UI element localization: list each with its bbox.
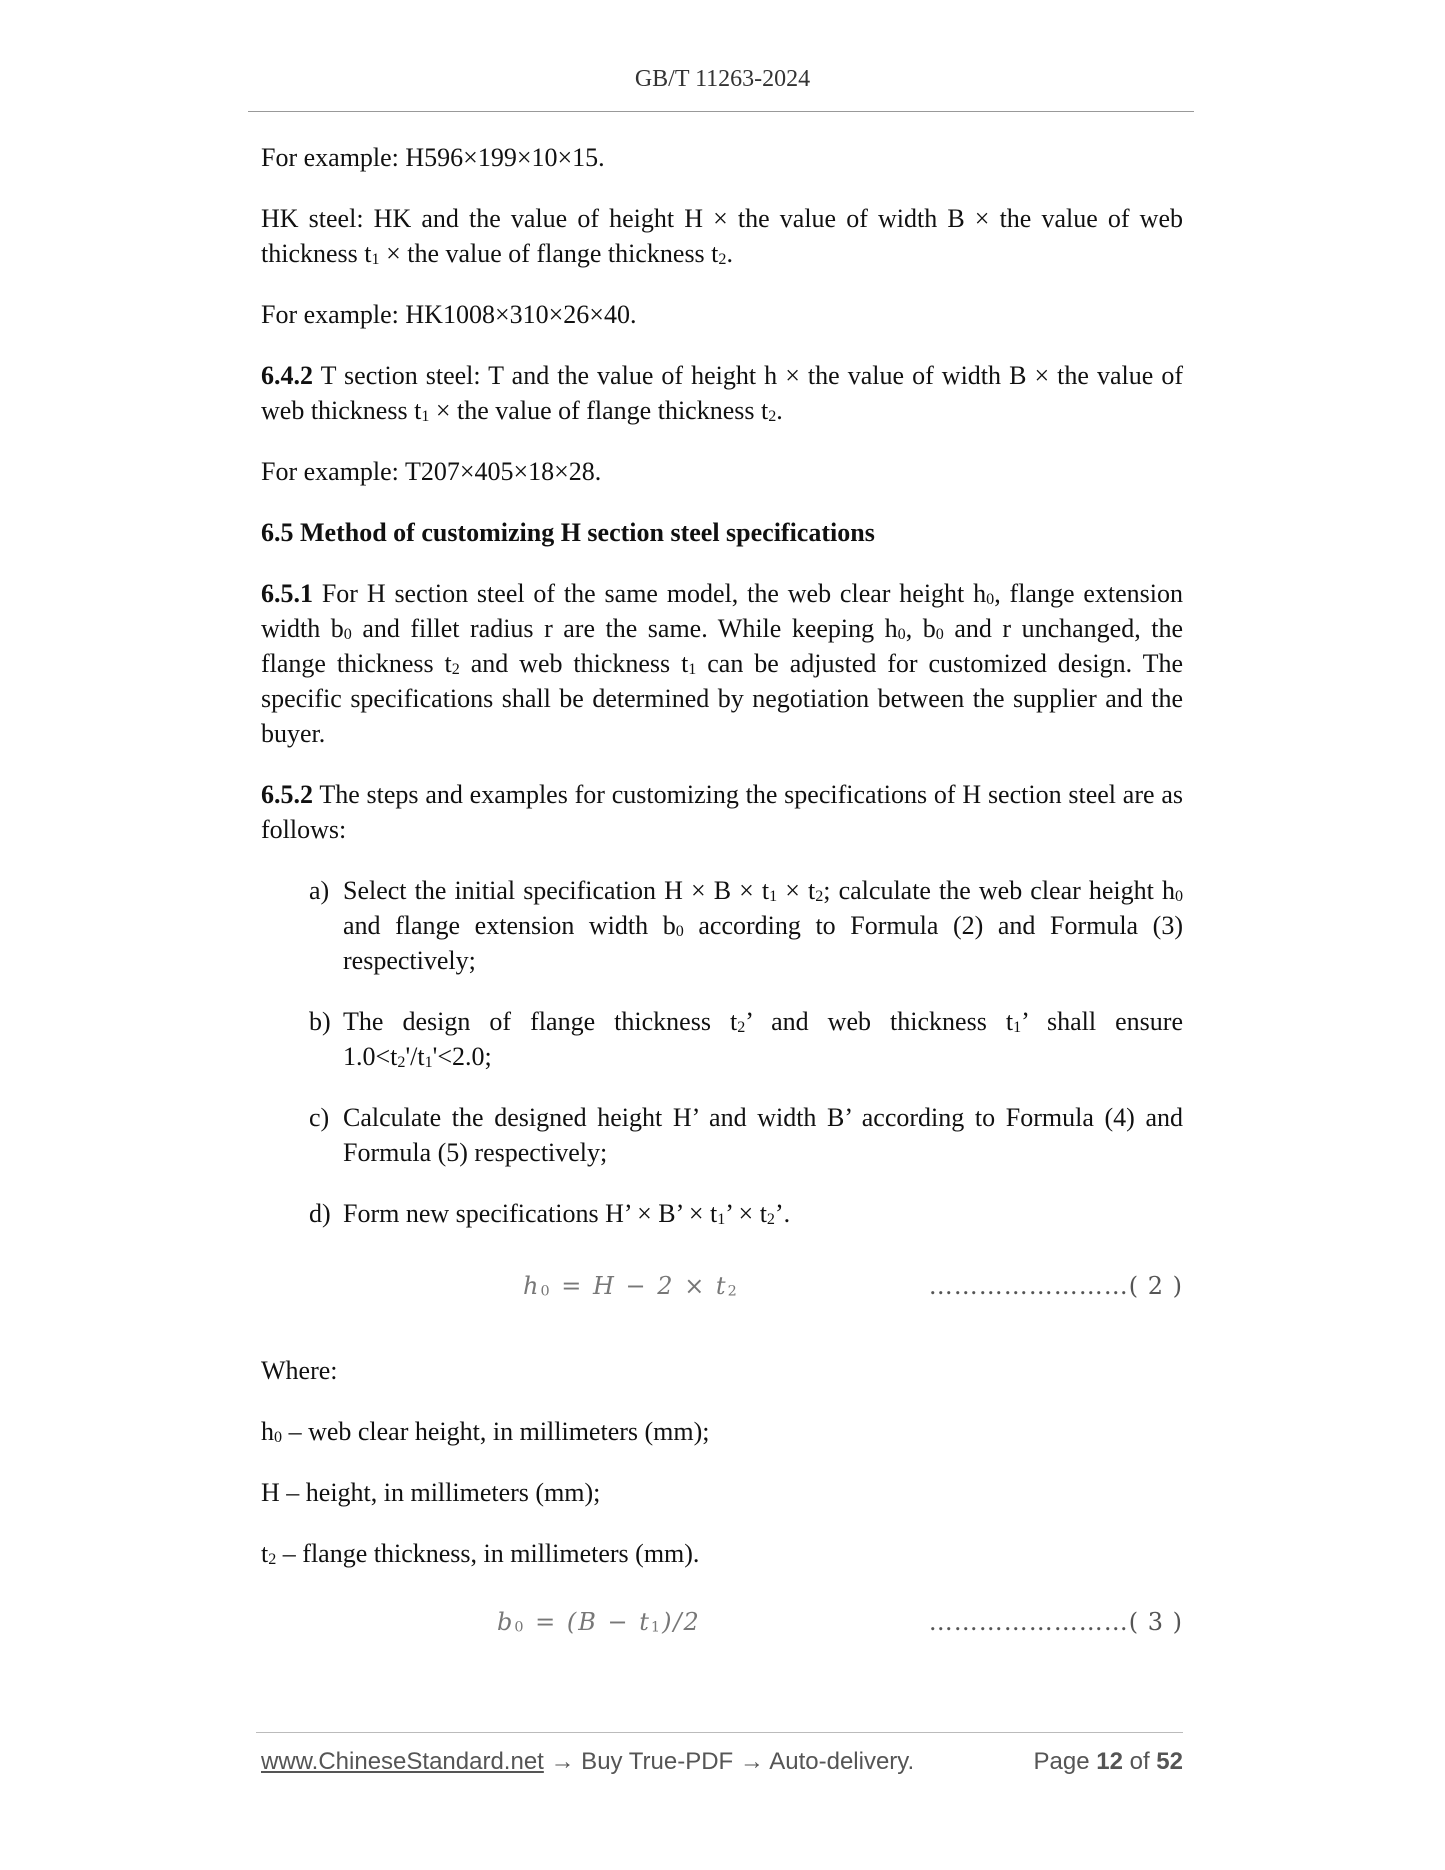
list-item-c: c) Calculate the designed height H’ and width B’ according to Formula (4) and Formula (5) respectively; bbox=[309, 1103, 1183, 1167]
hk-steel-paragraph: HK steel: HK and the value of height H × the value of width B × the value of web thickness $t_1$ × the value of flange thickness $t_2$. bbox=[261, 204, 1183, 268]
header-divider bbox=[248, 111, 1194, 112]
example-t-paragraph: For example: T207×405×18×28. bbox=[261, 457, 602, 486]
page-header-title: GB/T 11263-2024 bbox=[634, 66, 811, 92]
formula-2-number: ……………………( 2 ) bbox=[928, 1272, 1183, 1300]
formula-3-number: ……………………( 3 ) bbox=[928, 1608, 1183, 1636]
example-h-paragraph: For example: H596×199×10×15. bbox=[261, 143, 605, 172]
footer-tagline: → Buy True-PDF → Auto-delivery. bbox=[543, 1748, 915, 1775]
page-number: 12 bbox=[1096, 1748, 1123, 1775]
where-H: H – height, in millimeters (mm); bbox=[261, 1478, 601, 1507]
chinesestandard-link[interactable]: www.ChineseStandard.net bbox=[261, 1748, 544, 1775]
page-total: 52 bbox=[1156, 1748, 1183, 1775]
formula-2 bbox=[261, 1265, 1183, 1305]
formula-3 bbox=[261, 1601, 1183, 1641]
section-6-5-2: 6.5.2 The steps and examples for customizing the specifications of H section steel are as follows: bbox=[261, 780, 1183, 844]
steps-list bbox=[309, 873, 1183, 1231]
where-h0: $h_0$ – web clear height, in millimeters (mm); bbox=[261, 1417, 710, 1446]
document-body bbox=[261, 140, 1183, 1689]
example-hk-paragraph: For example: HK1008×310×26×40. bbox=[261, 300, 637, 329]
list-item-b: b) The design of flange thickness $t_2$’ and web thickness $t_1$’ shall ensure $1.0<t_2'/t_1'<2.0$; bbox=[309, 1007, 1183, 1071]
list-item-a: a) Select the initial specification $H \times B \times t_1 \times t_2$; calculate the web clear height $h_0$ and flange extension width $b_0$ according to Formula (2) and Formula (3) respectively; bbox=[309, 876, 1184, 975]
footer-divider bbox=[256, 1732, 1183, 1733]
page-indicator: Page 12 of 52 bbox=[1033, 1748, 1183, 1775]
list-item-d: d) Form new specifications H’ × B’ × $t_1$’ × $t_2$’. bbox=[309, 1199, 791, 1228]
where-label: Where: bbox=[261, 1356, 338, 1385]
section-6-5-heading: 6.5 Method of customizing H section steel specifications bbox=[261, 518, 875, 547]
section-6-4-2: 6.4.2 T section steel: T and the value of height h × the value of width B × the value of web thickness $t_1$ × the value of flange thickness $t_2$. bbox=[261, 361, 1183, 425]
formula-2-expression: $h_0 = H - 2 \times t_2$ bbox=[523, 1272, 739, 1300]
page-footer bbox=[261, 1748, 1183, 1782]
formula-3-expression: $b_0 = (B - t_1)/2$ bbox=[497, 1608, 701, 1636]
where-t2: $t_2$ – flange thickness, in millimeters (mm). bbox=[261, 1539, 700, 1568]
section-6-5-1: 6.5.1 For H section steel of the same model, the web clear height $h_0$, flange extension width $b_0$ and fillet radius r are the same. While keeping $h_0$, $b_0$ and r unchanged, the flange thickness $t_2$ and web thickness $t_1$ can be adjusted for customized design. The specific specifications shall be determined by negotiation between the supplier and the buyer. bbox=[261, 579, 1184, 748]
